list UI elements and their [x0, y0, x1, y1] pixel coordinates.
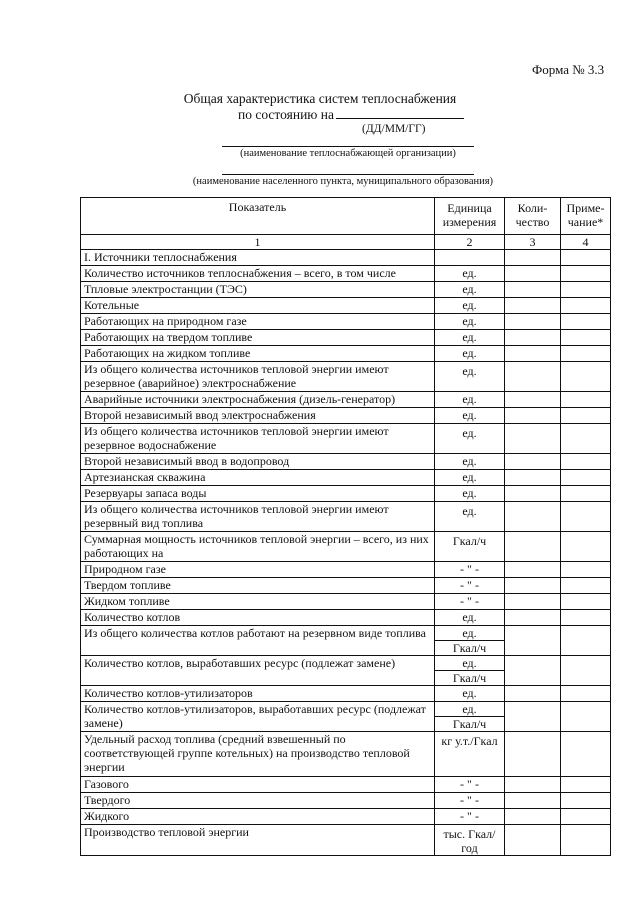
note-cell[interactable]	[561, 408, 611, 424]
unit-count: ед.	[435, 656, 504, 671]
unit-cell: - " -	[435, 562, 505, 578]
table-row	[81, 686, 611, 702]
table-row	[81, 486, 611, 502]
note-cell[interactable]	[561, 298, 611, 314]
table-row	[81, 793, 611, 809]
indicator-cell: Котельные	[81, 298, 435, 314]
table-row	[81, 362, 611, 392]
note-cell[interactable]	[561, 282, 611, 298]
table-header-row	[81, 198, 611, 235]
column-number: 4	[561, 235, 611, 250]
quantity-cell[interactable]	[505, 777, 561, 793]
table-body	[81, 250, 611, 856]
indicator-cell: Количество котлов-утилизаторов, выработавших ресурс (подлежат замене)	[81, 702, 435, 732]
unit-count: ед.	[435, 702, 504, 717]
table-row	[81, 282, 611, 298]
note-cell[interactable]	[561, 732, 611, 777]
table-row	[81, 825, 611, 856]
indicator-cell: Удельный расход топлива (средний взвешенный по соответствующей группе котельных) на производство тепловой энергии	[81, 732, 435, 777]
quantity-cell[interactable]	[505, 578, 561, 594]
unit-cell: ед.	[435, 470, 505, 486]
indicator-cell: Из общего количества источников тепловой энергии имеют резервный вид топлива	[81, 502, 435, 532]
quantity-cell[interactable]	[505, 594, 561, 610]
table-row	[81, 424, 611, 454]
org-name-hint: (наименование теплоснабжающей организации)	[240, 148, 456, 159]
unit-power: Гкал/ч	[452, 717, 487, 731]
note-cell[interactable]	[561, 656, 611, 686]
date-hint: (ДД/ММ/ГГ)	[362, 123, 426, 135]
unit-cell: ед.	[435, 454, 505, 470]
table-row	[81, 408, 611, 424]
note-cell[interactable]	[561, 686, 611, 702]
unit-cell: ед.	[435, 424, 505, 454]
quantity-cell[interactable]	[505, 250, 561, 266]
indicator-cell: Артезианская скважина	[81, 470, 435, 486]
note-cell[interactable]	[561, 424, 611, 454]
indicator-cell: Производство тепловой энергии	[81, 825, 435, 856]
quantity-cell[interactable]	[505, 656, 561, 686]
note-cell[interactable]	[561, 330, 611, 346]
quantity-cell[interactable]	[505, 454, 561, 470]
indicator-cell: Жидкого	[81, 809, 435, 825]
heat-supply-table	[80, 197, 611, 856]
quantity-cell[interactable]	[505, 282, 561, 298]
quantity-cell[interactable]	[505, 562, 561, 578]
table-row	[81, 250, 611, 266]
note-cell[interactable]	[561, 562, 611, 578]
indicator-cell: Из общего количества источников тепловой энергии имеют резервное водоснабжение	[81, 424, 435, 454]
indicator-cell: Аварийные источники электроснабжения (дизель-генератор)	[81, 392, 435, 408]
quantity-cell[interactable]	[505, 330, 561, 346]
table-row	[81, 702, 611, 732]
note-cell[interactable]	[561, 470, 611, 486]
unit-cell: - " -	[435, 809, 505, 825]
indicator-cell: Тпловые электростанции (ТЭС)	[81, 282, 435, 298]
table-row	[81, 454, 611, 470]
unit-cell: ед.	[435, 330, 505, 346]
table-row	[81, 610, 611, 626]
indicator-cell: Жидком топливе	[81, 594, 435, 610]
table-row	[81, 502, 611, 532]
as-of-label: по состоянию на	[238, 107, 334, 122]
note-cell[interactable]	[561, 809, 611, 825]
unit-cell: - " -	[435, 578, 505, 594]
table-row	[81, 330, 611, 346]
table-row	[81, 656, 611, 686]
quantity-cell[interactable]	[505, 825, 561, 856]
quantity-cell[interactable]	[505, 502, 561, 532]
indicator-cell: Твердого	[81, 793, 435, 809]
indicator-cell: Твердом топливе	[81, 578, 435, 594]
note-cell[interactable]	[561, 486, 611, 502]
note-cell[interactable]	[561, 610, 611, 626]
unit-cell: ед.	[435, 282, 505, 298]
unit-cell	[435, 626, 505, 656]
unit-cell	[435, 250, 505, 266]
unit-cell: ед.	[435, 266, 505, 282]
unit-cell: - " -	[435, 594, 505, 610]
unit-cell: ед.	[435, 298, 505, 314]
unit-cell: ед.	[435, 362, 505, 392]
unit-cell: ед.	[435, 314, 505, 330]
note-cell[interactable]	[561, 793, 611, 809]
indicator-cell: Из общего количества котлов работают на резервном виде топлива	[81, 626, 435, 656]
quantity-cell[interactable]	[505, 532, 561, 562]
table-row	[81, 346, 611, 362]
unit-cell: - " -	[435, 777, 505, 793]
quantity-cell[interactable]	[505, 362, 561, 392]
table-row	[81, 470, 611, 486]
unit-cell: - " -	[435, 793, 505, 809]
unit-cell: кг у.т./Гкал	[435, 732, 505, 777]
place-name-line	[222, 174, 474, 175]
note-cell[interactable]	[561, 532, 611, 562]
quantity-cell[interactable]	[505, 610, 561, 626]
indicator-cell: Количество котлов	[81, 610, 435, 626]
note-cell[interactable]	[561, 502, 611, 532]
unit-cell: Гкал/ч	[435, 532, 505, 562]
quantity-cell[interactable]	[505, 346, 561, 362]
quantity-cell[interactable]	[505, 424, 561, 454]
column-numbers-row	[81, 235, 611, 250]
quantity-cell[interactable]	[505, 809, 561, 825]
indicator-cell: Работающих на твердом топливе	[81, 330, 435, 346]
as-of-line	[238, 106, 464, 123]
note-cell[interactable]	[561, 314, 611, 330]
indicator-cell: Из общего количества источников тепловой энергии имеют резервное (аварийное) электроснабжение	[81, 362, 435, 392]
quantity-cell[interactable]	[505, 732, 561, 777]
indicator-cell: Количество источников теплоснабжения – всего, в том числе	[81, 266, 435, 282]
unit-cell: ед.	[435, 686, 505, 702]
quantity-cell[interactable]	[505, 793, 561, 809]
table-row	[81, 532, 611, 562]
note-cell[interactable]	[561, 594, 611, 610]
quantity-cell[interactable]	[505, 686, 561, 702]
table-row	[81, 562, 611, 578]
note-cell[interactable]	[561, 578, 611, 594]
table-row	[81, 594, 611, 610]
quantity-cell[interactable]	[505, 486, 561, 502]
form-title: Общая характеристика систем теплоснабжения	[183, 91, 457, 106]
indicator-cell: Газового	[81, 777, 435, 793]
indicator-cell: Количество котлов, выработавших ресурс (подлежат замене)	[81, 656, 435, 686]
table-row	[81, 578, 611, 594]
unit-cell: ед.	[435, 486, 505, 502]
column-header-quantity: Коли- чество	[505, 198, 561, 235]
indicator-cell: Резервуары запаса воды	[81, 486, 435, 502]
note-cell[interactable]	[561, 266, 611, 282]
form-number: Форма № 3.3	[532, 62, 605, 77]
quantity-cell[interactable]	[505, 266, 561, 282]
note-cell[interactable]	[561, 250, 611, 266]
indicator-cell: Работающих на жидком топливе	[81, 346, 435, 362]
table-row	[81, 732, 611, 777]
column-number: 3	[505, 235, 561, 250]
note-cell[interactable]	[561, 825, 611, 856]
date-blank	[336, 106, 464, 119]
note-cell[interactable]	[561, 392, 611, 408]
table-row	[81, 266, 611, 282]
quantity-cell[interactable]	[505, 408, 561, 424]
unit-cell	[435, 656, 505, 686]
unit-cell: ед.	[435, 408, 505, 424]
indicator-cell: Количество котлов-утилизаторов	[81, 686, 435, 702]
indicator-cell: Второй независимый ввод в водопровод	[81, 454, 435, 470]
unit-cell: ед.	[435, 392, 505, 408]
unit-cell: ед.	[435, 502, 505, 532]
indicator-cell: Суммарная мощность источников тепловой энергии – всего, из них работающих на	[81, 532, 435, 562]
table-row	[81, 298, 611, 314]
note-cell[interactable]	[561, 362, 611, 392]
column-header-unit: Единица измерения	[435, 198, 505, 235]
note-cell[interactable]	[561, 346, 611, 362]
column-header-note: Приме- чание*	[561, 198, 611, 235]
quantity-cell[interactable]	[505, 392, 561, 408]
unit-cell: ед.	[435, 610, 505, 626]
note-cell[interactable]	[561, 702, 611, 732]
unit-cell: ед.	[435, 346, 505, 362]
table-row	[81, 626, 611, 656]
unit-power: Гкал/ч	[452, 671, 487, 685]
table-row	[81, 392, 611, 408]
note-cell[interactable]	[561, 626, 611, 656]
column-header-indicator: Показатель	[81, 198, 435, 235]
quantity-cell[interactable]	[505, 702, 561, 732]
note-cell[interactable]	[561, 454, 611, 470]
indicator-cell: Второй независимый ввод электроснабжения	[81, 408, 435, 424]
indicator-cell: Природном газе	[81, 562, 435, 578]
quantity-cell[interactable]	[505, 314, 561, 330]
quantity-cell[interactable]	[505, 626, 561, 656]
table-row	[81, 777, 611, 793]
org-name-line	[222, 146, 474, 147]
column-number: 1	[81, 235, 435, 250]
note-cell[interactable]	[561, 777, 611, 793]
indicator-cell: Работающих на природном газе	[81, 314, 435, 330]
unit-power: Гкал/ч	[452, 641, 487, 655]
table-row	[81, 809, 611, 825]
unit-cell: тыс. Гкал/год	[435, 825, 505, 856]
quantity-cell[interactable]	[505, 470, 561, 486]
place-name-hint: (наименование населенного пункта, муниципального образования)	[192, 176, 494, 187]
table-row	[81, 314, 611, 330]
unit-count: ед.	[435, 626, 504, 641]
quantity-cell[interactable]	[505, 298, 561, 314]
unit-cell	[435, 702, 505, 732]
column-number: 2	[435, 235, 505, 250]
indicator-cell: I. Источники теплоснабжения	[81, 250, 435, 266]
